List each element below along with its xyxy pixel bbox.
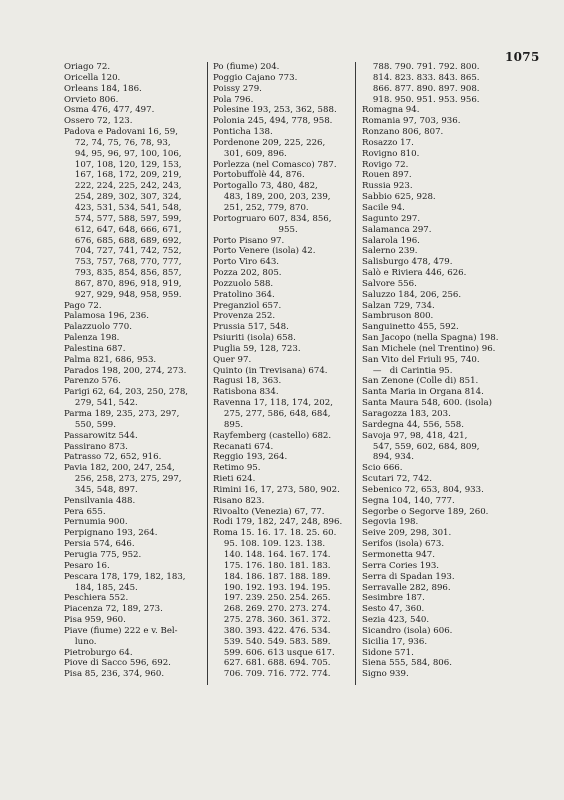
index-entry: Perugia 775, 952. [64, 549, 142, 560]
index-entry: 867, 870, 896, 918, 919, [64, 278, 182, 289]
index-entry: Pisa 959, 960. [64, 615, 126, 626]
index-entry: 380. 393. 422. 476. 534. [213, 625, 331, 636]
index-entry: Provenza 252. [213, 311, 276, 322]
index-entry: Rivoalto (Venezia) 67, 77. [213, 506, 325, 517]
index-entry: Porto Viro 643. [213, 257, 280, 268]
index-entry: Reggio 193, 264. [213, 452, 288, 463]
index-entry: Pesaro 16. [64, 560, 110, 571]
index-entry: Risano 823. [213, 495, 265, 506]
index-entry: Palma 821, 686, 953. [64, 354, 157, 365]
index-entry: 927, 929, 948, 958, 959. [64, 289, 182, 300]
index-entry: Pago 72. [64, 300, 102, 311]
index-entry: Roma 15. 16. 17. 18. 25. 60. [213, 528, 337, 539]
column-divider [207, 62, 208, 685]
index-entry: Portogruaro 607, 834, 856, [213, 213, 332, 224]
index-entry: Porlezza (nel Comasco) 787. [213, 159, 337, 170]
index-entry: 256, 258, 273, 275, 297, [64, 474, 182, 485]
index-entry: Seive 209, 298, 301. [362, 528, 452, 539]
index-entry: 550, 599. [64, 419, 116, 430]
index-entry: Siena 555, 584, 806. [362, 658, 452, 669]
index-entry: Polesine 193, 253, 362, 588. [213, 105, 337, 116]
index-entry: Ratisbona 834. [213, 387, 279, 398]
index-entry: Poissy 279. [213, 83, 262, 94]
index-entry: Pera 655. [64, 506, 106, 517]
index-entry: Salzan 729, 734. [362, 300, 435, 311]
index-entry: Palenza 198. [64, 333, 120, 344]
index-entry: Sanguinetto 455, 592. [362, 322, 459, 333]
index-entry: San Michele (nel Trentino) 96. [362, 343, 496, 354]
index-entry: Preganziol 657. [213, 300, 282, 311]
index-entry: 251, 252, 779, 870. [213, 202, 309, 213]
index-entry: San Zenone (Colle di) 851. [362, 376, 479, 387]
index-entry: luno. [64, 636, 97, 647]
index-entry: Rimini 16, 17, 273, 580, 902. [213, 484, 340, 495]
index-entry: Serra Cories 193. [362, 560, 440, 571]
index-entry: Savoja 97, 98, 418, 421, [362, 430, 468, 441]
index-entry: 483, 189, 200, 203, 239, [213, 192, 331, 203]
index-entry: Psiuriti (isola) 658. [213, 333, 296, 344]
index-entry: Ossero 72, 123. [64, 116, 133, 127]
index-entry: 72, 74, 75, 76, 78, 93, [64, 137, 171, 148]
index-entry: Passarowitz 544. [64, 430, 138, 441]
index-entry: Pordenone 209, 225, 226, [213, 137, 326, 148]
index-entry: 547, 559, 602, 684, 809, [362, 441, 480, 452]
index-entry: Parados 198, 200, 274, 273. [64, 365, 187, 376]
index-entry: Porto Venere (isola) 42. [213, 246, 316, 257]
index-entry: Palestina 687. [64, 343, 126, 354]
index-entry: Portogallo 73, 480, 482, [213, 181, 318, 192]
index-entry: Saragozza 183, 203. [362, 409, 451, 419]
index-entry: Piove di Sacco 596, 692. [64, 658, 171, 669]
index-entry: 423, 531, 534, 541, 548, [64, 202, 182, 213]
index-entry: Retimo 95. [213, 463, 261, 474]
index-entry: Pola 796. [213, 94, 254, 105]
index-entry: 190. 192. 193. 194. 195. [213, 582, 331, 593]
column-divider [355, 62, 356, 685]
index-entry: Rayfemberg (castello) 682. [213, 430, 332, 441]
index-entry: Pisa 85, 236, 374, 960. [64, 669, 165, 680]
index-entry: Patrasso 72, 652, 916. [64, 452, 162, 463]
index-entry: 627. 681. 688. 694. 705. [213, 658, 331, 669]
index-entry: Salisburgo 478, 479. [362, 257, 453, 268]
index-entry: 175. 176. 180. 181. 183. [213, 560, 331, 571]
index-entry: 95. 108. 109. 123. 138. [213, 539, 326, 550]
index-entry: Segna 104, 140, 777. [362, 495, 455, 506]
index-entry: Sardegna 44, 556, 558. [362, 419, 464, 430]
index-column-1 [64, 62, 204, 680]
index-entry: Serravalle 282, 896. [362, 582, 451, 593]
index-entry: 107, 108, 120, 129, 153, [64, 159, 182, 170]
index-entry: 895. [213, 419, 244, 430]
index-entry: Passirano 873. [64, 441, 128, 452]
index-entry: Sesimbre 187. [362, 593, 425, 604]
index-entry: 612, 647, 648, 666, 671, [64, 224, 182, 235]
index-entry: Serra di Spadan 193. [362, 571, 455, 582]
index-entry: Santa Maura 548, 600. (isola) [362, 398, 492, 409]
index-entry: Salerno 239. [362, 246, 418, 257]
index-entry: Pratolino 364. [213, 289, 275, 300]
index-entry: Pietroburgo 64. [64, 647, 133, 658]
index-entry: Sezia 423, 540. [362, 615, 430, 626]
index-entry: 894, 934. [362, 452, 414, 463]
index-entry: Romagna 94. [362, 105, 420, 116]
index-entry: Signo 939. [362, 669, 409, 680]
index-entry: 753, 757, 768, 770, 777, [64, 257, 182, 268]
index-entry: Piave (fiume) 222 e v. Bel- [64, 625, 178, 636]
index-entry: Orvieto 806. [64, 94, 119, 105]
index-entry: Polonia 245, 494, 778, 958. [213, 116, 333, 127]
index-entry: Salò e Riviera 446, 626. [362, 268, 467, 279]
index-entry: Sacile 94. [362, 202, 405, 213]
page-number: 1075 [505, 50, 540, 64]
index-entry: Sambruson 800. [362, 311, 434, 322]
index-entry: Segovia 198. [362, 517, 419, 528]
index-entry: Ronzano 806, 807. [362, 127, 444, 138]
index-entry: 345, 548, 897. [64, 484, 138, 495]
index-entry: Oriago 72. [64, 62, 111, 72]
index-entry: Salvore 556. [362, 278, 417, 289]
index-entry: Palamosa 196, 236. [64, 311, 149, 322]
index-entry: Saluzzo 184, 206, 256. [362, 289, 462, 300]
index-entry: Sermonetta 947. [362, 549, 435, 560]
index-entry: Pensilvania 488. [64, 495, 136, 506]
index-entry: 254, 289, 302, 307, 324, [64, 192, 182, 203]
index-entry: Pavia 182, 200, 247, 254, [64, 463, 175, 474]
index-entry: Russia 923. [362, 181, 413, 192]
index-entry: Pernumia 900. [64, 517, 128, 528]
index-entry: 955. [213, 224, 298, 235]
index-entry: Rieti 624. [213, 474, 256, 485]
index-entry: 676, 685, 688, 689, 692, [64, 235, 182, 246]
index-entry: Salamanca 297. [362, 224, 432, 235]
index-entry: Quer 97. [213, 354, 252, 365]
index-entry: Osma 476, 477, 497. [64, 105, 155, 116]
index-entry: 706. 709. 716. 772. 774. [213, 669, 331, 680]
index-entry: 793, 835, 854, 856, 857, [64, 268, 182, 279]
index-entry: 94, 95, 96, 97, 100, 106, [64, 148, 182, 159]
index-entry: 275. 278. 360. 361. 372. [213, 615, 331, 626]
index-entry: 268. 269. 270. 273. 274. [213, 604, 331, 615]
index-entry: Parma 189, 235, 273, 297, [64, 409, 180, 419]
index-entry: Pozza 202, 805. [213, 268, 282, 279]
index-entry: Sabbio 625, 928. [362, 192, 436, 203]
index-entry: 184, 185, 245. [64, 582, 138, 593]
index-entry: Portobuffolè 44, 876. [213, 170, 305, 181]
index-entry: Oricella 120. [64, 72, 121, 83]
index-entry: Salarola 196. [362, 235, 420, 246]
index-entry: Sicilia 17, 936. [362, 636, 428, 647]
index-entry: Sesto 47, 360. [362, 604, 425, 615]
index-entry: Segorbe o Segorve 189, 260. [362, 506, 489, 517]
index-entry: Romania 97, 703, 936. [362, 116, 461, 127]
index-entry: 918. 950. 951. 953. 956. [362, 94, 480, 105]
index-entry: Rosazzo 17. [362, 137, 414, 148]
index-entry: 279, 541, 542. [64, 398, 138, 409]
index-entry: 301, 609, 896. [213, 148, 287, 159]
index-entry: Perpignano 193, 264. [64, 528, 158, 539]
index-entry: Rovigno 810. [362, 148, 420, 159]
index-entry: Santa Maria in Organa 814. [362, 387, 484, 398]
index-entry: Parigi 62, 64, 203, 250, 278, [64, 387, 189, 398]
index-entry: Sagunto 297. [362, 213, 421, 224]
index-entry: Padova e Padovani 16, 59, [64, 127, 178, 138]
index-entry: Scutari 72, 742. [362, 474, 432, 485]
index-entry: Serifos (isola) 673. [362, 539, 445, 550]
index-entry: 599. 606. 613 usque 617. [213, 647, 335, 658]
index-entry: Pozzuolo 588. [213, 278, 274, 289]
index-entry: 222, 224, 225, 242, 243, [64, 181, 182, 192]
index-entry: 866. 877. 890. 897. 908. [362, 83, 480, 94]
index-entry: Sicandro (isola) 606. [362, 625, 453, 636]
index-entry: Peschiera 552. [64, 593, 129, 604]
index-entry: 184. 186. 187. 188. 189. [213, 571, 331, 582]
index-entry: 275, 277, 586, 648, 684, [213, 409, 331, 419]
index-entry: Rovigo 72. [362, 159, 409, 170]
index-entry: Ravenna 17, 118, 174, 202, [213, 398, 333, 409]
index-entry: Puglia 59, 128, 723. [213, 343, 301, 354]
index-column-2 [213, 62, 349, 680]
index-entry: Pescara 178, 179, 182, 183, [64, 571, 186, 582]
index-entry: 704, 727, 741, 742, 752, [64, 246, 182, 257]
index-entry: Persia 574, 646. [64, 539, 135, 550]
index-entry: 574, 577, 588, 597, 599, [64, 213, 182, 224]
index-entry: Orleans 184, 186. [64, 83, 142, 94]
index-entry: San Vito del Friuli 95, 740. [362, 354, 480, 365]
index-entry: Parenzo 576. [64, 376, 121, 387]
index-column-3 [362, 62, 498, 680]
index-entry: Rodi 179, 182, 247, 248, 896. [213, 517, 343, 528]
index-entry: Ponticha 138. [213, 127, 273, 138]
index-entry: Sidone 571. [362, 647, 414, 658]
index-entry: 788. 790. 791. 792. 800. [362, 62, 480, 72]
index-entry: Prussia 517, 548. [213, 322, 289, 333]
index-entry: Palazzuolo 770. [64, 322, 132, 333]
index-entry: Poggio Cajano 773. [213, 72, 298, 83]
index-entry: Scio 666. [362, 463, 403, 474]
index-entry: Porto Pisano 97. [213, 235, 285, 246]
index-entry: 167, 168, 172, 209, 219, [64, 170, 182, 181]
index-entry: 539. 540. 549. 583. 589. [213, 636, 331, 647]
index-entry: Quinto (in Trevisana) 674. [213, 365, 328, 376]
index-entry: San Jacopo (nella Spagna) 198. [362, 333, 498, 344]
index-entry: 814. 823. 833. 843. 865. [362, 72, 480, 83]
index-entry: — di Carintia 95. [362, 365, 453, 376]
index-entry: Recanati 674. [213, 441, 274, 452]
index-entry: Piacenza 72, 189, 273. [64, 604, 163, 615]
index-entry: Ragusi 18, 363. [213, 376, 282, 387]
index-entry: Po (fiume) 204. [213, 62, 280, 72]
index-entry: Sebenico 72, 653, 804, 933. [362, 484, 484, 495]
index-entry: 140. 148. 164. 167. 174. [213, 549, 331, 560]
index-entry: 197. 239. 250. 254. 265. [213, 593, 331, 604]
index-entry: Rouen 897. [362, 170, 412, 181]
